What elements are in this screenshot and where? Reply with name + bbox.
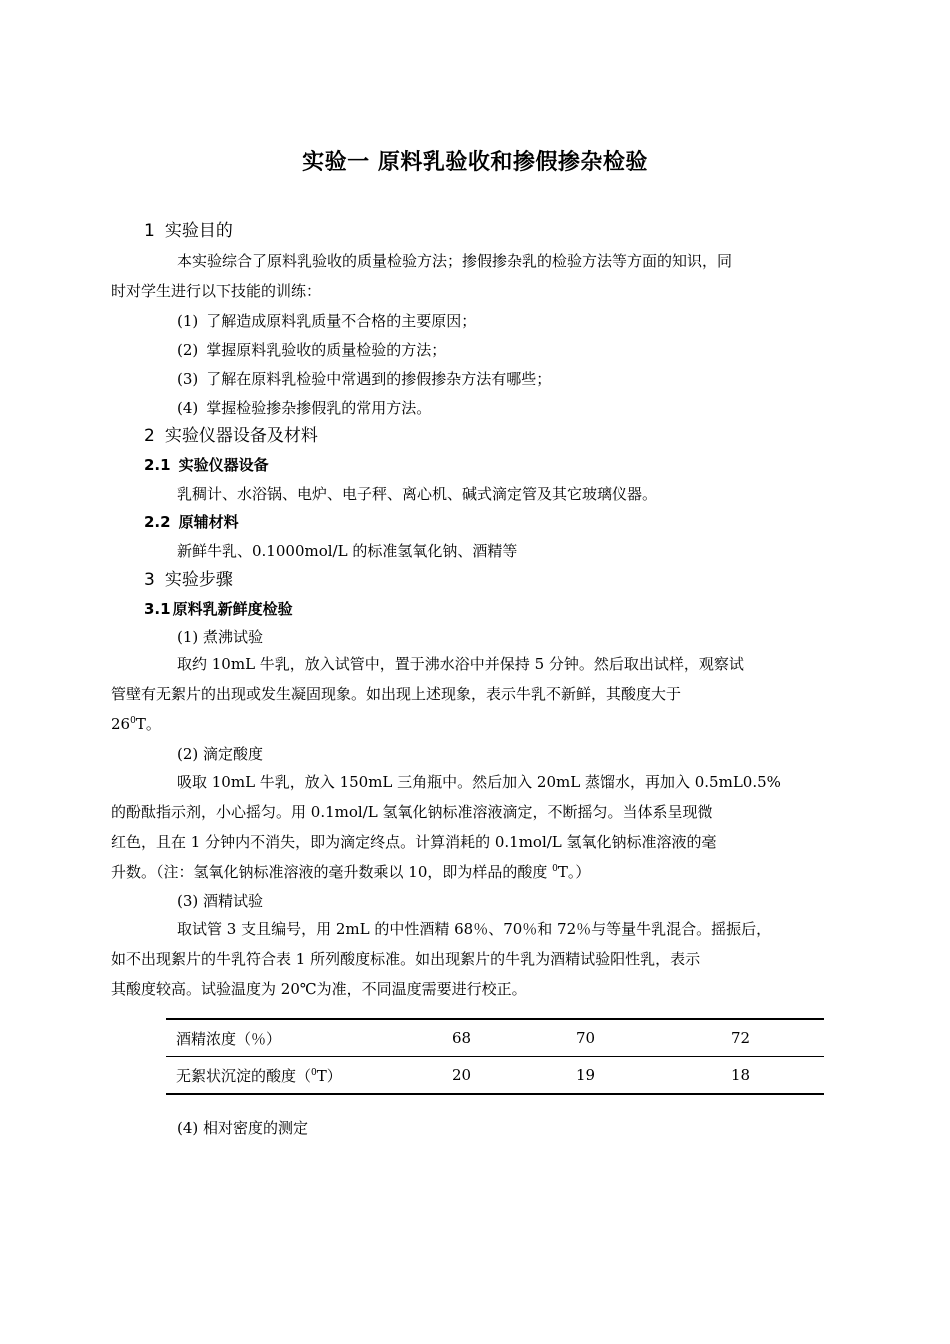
table-cell: 68: [452, 1019, 576, 1057]
boiling-test-label: (1) 煮沸试验: [177, 628, 264, 646]
objective-item-2: [177, 339, 446, 361]
subsection-3-1-heading: [144, 598, 293, 620]
text-line: 取试管 3 支且编号，用 2mL 的中性酒精 68％、70％和 72％与等量牛乳混合。摇振后，: [177, 920, 772, 938]
item-number: (2): [177, 341, 199, 359]
text-line: 红色，且在 1 分钟内不消失，即为滴定终点。计算消耗的 0.1mol/L 氢氧化钠标准溶液的毫: [111, 833, 717, 851]
text-part: T。: [135, 715, 161, 733]
superscript: 0: [552, 864, 558, 874]
text-line: [111, 715, 161, 733]
section-2-heading: [144, 425, 318, 447]
section-title: 实验目的: [164, 221, 233, 241]
text-part: T。）: [557, 863, 591, 881]
section-title: 实验仪器设备及材料: [164, 426, 318, 446]
density-label: (4) 相对密度的测定: [177, 1119, 309, 1137]
text-line: 管壁有无絮片的出现或发生凝固现象。如出现上述现象，表示牛乳不新鲜，其酸度大于: [111, 685, 682, 703]
subsection-title: 原料乳新鲜度检验: [172, 600, 293, 618]
superscript: 0: [130, 716, 136, 726]
table-cell: 72: [731, 1019, 824, 1057]
subsection-title: 原辅材料: [178, 513, 239, 531]
subsection-number: 2.1: [144, 456, 171, 474]
text-part: T）: [316, 1066, 342, 1085]
boiling-test-text: [111, 649, 808, 739]
page-title: 实验一 原料乳验收和掺假掺杂检验: [302, 150, 648, 175]
item-text: 掌握原料乳验收的质量检验的方法；: [206, 341, 447, 359]
superscript: 0: [311, 1067, 317, 1078]
intro-line-1: 本实验综合了原料乳验收的质量检验方法；掺假掺杂乳的检验方法等方面的知识，同: [177, 252, 733, 270]
table-cell: [166, 1057, 452, 1095]
item-number: (1): [177, 312, 199, 330]
text-line: 如不出现絮片的牛乳符合表 1 所列酸度标准。如出现絮片的牛乳为酒精试验阳性乳，表示: [111, 950, 701, 968]
text-part: 无絮状沉淀的酸度（: [176, 1066, 312, 1085]
section-1-intro: [111, 246, 808, 306]
alcohol-test-label: (3) 酒精试验: [177, 892, 264, 910]
objective-item-3: [177, 368, 551, 390]
section-number: 3: [144, 570, 155, 590]
subsection-number: 2.2: [144, 513, 171, 531]
materials-list: 新鲜牛乳、0.1000mol/L 的标准氢氧化钠、酒精等: [177, 542, 518, 560]
table-cell: 19: [576, 1057, 731, 1095]
section-3-heading: [144, 569, 233, 591]
intro-line-2: 时对学生进行以下技能的训练：: [111, 282, 322, 300]
text-line: 其酸度较高。试验温度为 20℃为准，不同温度需要进行校正。: [111, 980, 527, 998]
table-cell: 酒精浓度（％）: [166, 1019, 452, 1057]
item-text: 了解在原料乳检验中常遇到的掺假掺杂方法有哪些；: [206, 370, 552, 388]
objective-item-4: [177, 397, 431, 419]
equipment-list: 乳稠计、水浴锅、电炉、电子秤、离心机、碱式滴定管及其它玻璃仪器。: [177, 485, 658, 503]
subsection-2-1-heading: [144, 454, 269, 476]
section-1-heading: [144, 220, 233, 242]
text-line: 的酚酞指示剂，小心摇匀。用 0.1mol/L 氢氧化钠标准溶液滴定，不断摇匀。当体系呈现微: [111, 803, 713, 821]
section-number: 2: [144, 426, 155, 446]
item-text: 了解造成原料乳质量不合格的主要原因；: [206, 312, 477, 330]
table-cell: 18: [731, 1057, 824, 1095]
table-row: [166, 1019, 824, 1057]
alcohol-test-text: [111, 914, 808, 1004]
text-line: 取约 10mL 牛乳，放入试管中，置于沸水浴中并保持 5 分钟。然后取出试样，观察试: [177, 655, 744, 673]
table-row: [166, 1057, 824, 1095]
subsection-number: 3.1: [144, 600, 171, 618]
titration-text: [111, 767, 808, 887]
item-text: 掌握检验掺杂掺假乳的常用方法。: [206, 399, 432, 417]
text-part: 26: [111, 715, 131, 733]
item-number: (3): [177, 370, 199, 388]
text-part: 升数。（注：氢氧化钠标准溶液的毫升数乘以 10，即为样品的酸度: [111, 863, 553, 881]
item-number: (4): [177, 399, 199, 417]
section-number: 1: [144, 221, 155, 241]
text-line: 吸取 10mL 牛乳，放入 150mL 三角瓶中。然后加入 20mL 蒸馏水，再加入 0.5mL0.5%: [177, 773, 781, 791]
subsection-title: 实验仪器设备: [178, 456, 269, 474]
alcohol-acidity-table: [166, 1018, 824, 1095]
table-cell: 70: [576, 1019, 731, 1057]
section-title: 实验步骤: [164, 570, 233, 590]
text-line: [111, 863, 590, 881]
objective-item-1: [177, 310, 476, 332]
table-cell: 20: [452, 1057, 576, 1095]
titration-label: (2) 滴定酸度: [177, 745, 264, 763]
subsection-2-2-heading: [144, 511, 239, 533]
